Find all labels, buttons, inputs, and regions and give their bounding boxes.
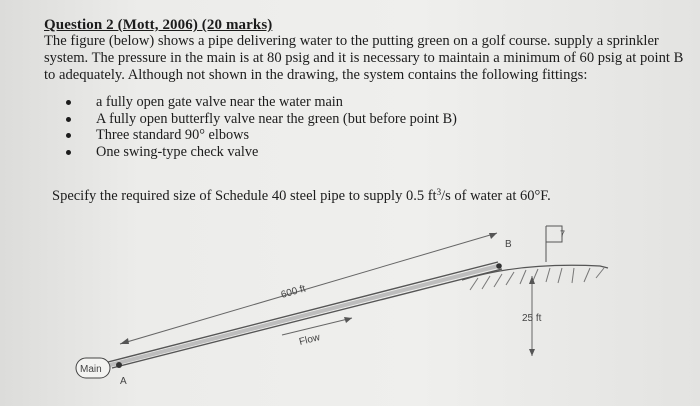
fitting-item-gate-valve: a fully open gate valve near the water main bbox=[66, 94, 457, 111]
question-paragraph: The figure (below) shows a pipe delivering water to the putting green on a golf course. supply a sprinkler system. The pressure in the main is at 80 psig and it is necessary to maintain a minimum of 60 psig at point B to adequately. Although not shown in the drawing, the system contains the following fittings: bbox=[44, 33, 684, 84]
length-label: 600 ft bbox=[279, 283, 307, 301]
length-arrow-right-icon bbox=[489, 233, 497, 239]
fitting-item-butterfly-valve: A fully open butterfly valve near the green (but before point B) bbox=[66, 111, 457, 128]
point-b-label: B bbox=[505, 239, 512, 250]
specify-superscript: 3 bbox=[436, 187, 442, 197]
height-arrow-down-icon bbox=[529, 349, 535, 356]
pipe-line-bottom bbox=[112, 269, 502, 368]
length-dimension-line bbox=[120, 233, 497, 344]
fitting-item-elbows: Three standard 90° elbows bbox=[66, 127, 457, 144]
point-b-marker bbox=[496, 263, 502, 269]
specify-text-end: /s of water at 60°F. bbox=[441, 188, 551, 204]
length-arrow-left-icon bbox=[120, 338, 129, 344]
flow-arrow-head-icon bbox=[344, 317, 352, 323]
fitting-item-check-valve: One swing-type check valve bbox=[66, 144, 457, 161]
flag-number: 7 bbox=[560, 229, 566, 239]
point-a-label: A bbox=[120, 376, 127, 387]
specify-text-start: Specify the required size of Schedule 40 steel pipe to supply 0.5 ft bbox=[52, 188, 437, 204]
point-a-marker bbox=[116, 362, 122, 368]
question-title: Question 2 (Mott, 2006) (20 marks) bbox=[44, 17, 273, 33]
height-label: 25 ft bbox=[522, 313, 542, 324]
main-label: Main bbox=[80, 364, 102, 375]
pipe-fill bbox=[110, 266, 500, 366]
flow-label: Flow bbox=[298, 332, 322, 348]
